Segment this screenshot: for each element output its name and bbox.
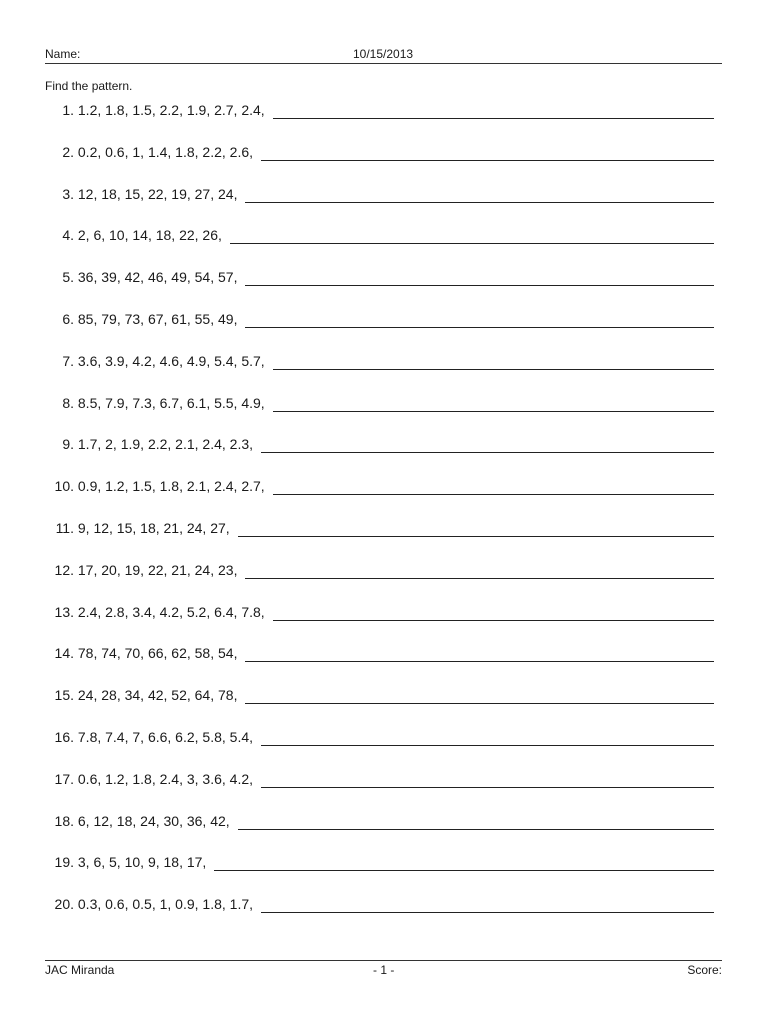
- problem-row: [45, 434, 714, 476]
- answer-line[interactable]: [273, 100, 714, 119]
- answer-line[interactable]: [238, 811, 714, 830]
- problem-number: 8.: [62, 394, 74, 411]
- problem-row: [45, 643, 714, 685]
- problem-row: [45, 184, 714, 226]
- answer-line[interactable]: [273, 393, 714, 412]
- problem-row: [45, 393, 714, 435]
- problem-row: [45, 476, 714, 518]
- problem-row: [45, 894, 714, 936]
- problem-number: 9.: [62, 436, 74, 453]
- page-number: - 1 -: [373, 963, 395, 977]
- problem-sequence: 0.3, 0.6, 0.5, 1, 0.9, 1.8, 1.7,: [74, 896, 254, 913]
- problem-row: [45, 560, 714, 602]
- name-label: Name:: [45, 47, 81, 61]
- problem-number: 14.: [54, 645, 74, 662]
- answer-line[interactable]: [261, 727, 714, 746]
- problem-sequence: 24, 28, 34, 42, 52, 64, 78,: [74, 687, 238, 704]
- score-label: Score:: [687, 963, 722, 977]
- problem-row: [45, 351, 714, 393]
- problem-sequence: 0.9, 1.2, 1.5, 1.8, 2.1, 2.4, 2.7,: [74, 478, 265, 495]
- problem-sequence: 3, 6, 5, 10, 9, 18, 17,: [74, 854, 207, 871]
- answer-line[interactable]: [261, 894, 714, 913]
- problem-row: [45, 685, 714, 727]
- problem-number: 17.: [54, 770, 74, 787]
- problem-row: [45, 142, 714, 184]
- problem-row: [45, 852, 714, 894]
- problem-number: 4.: [62, 227, 74, 244]
- problem-number: 16.: [54, 728, 74, 745]
- worksheet-header: [45, 47, 722, 62]
- problem-number: 18.: [54, 812, 74, 829]
- answer-line[interactable]: [245, 267, 714, 286]
- problem-row: [45, 518, 714, 560]
- problem-number: 2.: [62, 143, 74, 160]
- problem-sequence: 12, 18, 15, 22, 19, 27, 24,: [74, 185, 238, 202]
- answer-line[interactable]: [214, 852, 714, 871]
- problem-number: 3.: [62, 185, 74, 202]
- problem-row: [45, 100, 714, 142]
- answer-line[interactable]: [245, 685, 714, 704]
- problem-number: 5.: [62, 269, 74, 286]
- answer-line[interactable]: [273, 476, 714, 495]
- answer-line[interactable]: [238, 518, 714, 537]
- answer-line[interactable]: [245, 184, 714, 203]
- problem-sequence: 0.2, 0.6, 1, 1.4, 1.8, 2.2, 2.6,: [74, 143, 254, 160]
- problem-sequence: 8.5, 7.9, 7.3, 6.7, 6.1, 5.5, 4.9,: [74, 394, 265, 411]
- problem-sequence: 0.6, 1.2, 1.8, 2.4, 3, 3.6, 4.2,: [74, 770, 254, 787]
- answer-line[interactable]: [261, 434, 714, 453]
- problem-number: 13.: [54, 603, 74, 620]
- problem-number: 10.: [54, 478, 74, 495]
- problem-row: [45, 769, 714, 811]
- problem-number: 20.: [54, 896, 74, 913]
- problem-sequence: 36, 39, 42, 46, 49, 54, 57,: [74, 269, 238, 286]
- problem-number: 19.: [54, 854, 74, 871]
- problem-row: [45, 309, 714, 351]
- footer-divider: [45, 960, 722, 961]
- problem-sequence: 1.7, 2, 1.9, 2.2, 2.1, 2.4, 2.3,: [74, 436, 254, 453]
- answer-line[interactable]: [245, 560, 714, 579]
- problem-sequence: 6, 12, 18, 24, 30, 36, 42,: [74, 812, 230, 829]
- worksheet-date: 10/15/2013: [353, 47, 414, 61]
- problem-row: [45, 727, 714, 769]
- problem-number: 15.: [54, 687, 74, 704]
- problem-number: 12.: [54, 561, 74, 578]
- problem-sequence: 1.2, 1.8, 1.5, 2.2, 1.9, 2.7, 2.4,: [74, 102, 265, 118]
- problem-number: 6.: [62, 310, 74, 327]
- problem-number: 1.: [62, 102, 74, 118]
- answer-line[interactable]: [261, 769, 714, 788]
- answer-line[interactable]: [261, 142, 714, 161]
- problem-sequence: 17, 20, 19, 22, 21, 24, 23,: [74, 561, 238, 578]
- author-name: JAC Miranda: [45, 963, 115, 977]
- problem-sequence: 7.8, 7.4, 7, 6.6, 6.2, 5.8, 5.4,: [74, 728, 254, 745]
- answer-line[interactable]: [245, 643, 714, 662]
- problem-row: [45, 267, 714, 309]
- problem-number: 7.: [62, 352, 74, 369]
- header-divider: [45, 63, 722, 64]
- instructions: Find the pattern.: [45, 79, 133, 93]
- answer-line[interactable]: [273, 351, 714, 370]
- worksheet-footer: [45, 963, 722, 978]
- answer-line[interactable]: [273, 602, 714, 621]
- problem-list: [45, 100, 714, 936]
- problem-sequence: 9, 12, 15, 18, 21, 24, 27,: [74, 519, 230, 536]
- problem-sequence: 2, 6, 10, 14, 18, 22, 26,: [74, 227, 222, 244]
- problem-sequence: 85, 79, 73, 67, 61, 55, 49,: [74, 310, 238, 327]
- problem-sequence: 3.6, 3.9, 4.2, 4.6, 4.9, 5.4, 5.7,: [74, 352, 265, 369]
- problem-row: [45, 225, 714, 267]
- problem-row: [45, 811, 714, 853]
- problem-sequence: 78, 74, 70, 66, 62, 58, 54,: [74, 645, 238, 662]
- problem-row: [45, 602, 714, 644]
- answer-line[interactable]: [245, 309, 714, 328]
- answer-line[interactable]: [230, 225, 714, 244]
- problem-number: 11.: [55, 519, 74, 536]
- problem-sequence: 2.4, 2.8, 3.4, 4.2, 5.2, 6.4, 7.8,: [74, 603, 265, 620]
